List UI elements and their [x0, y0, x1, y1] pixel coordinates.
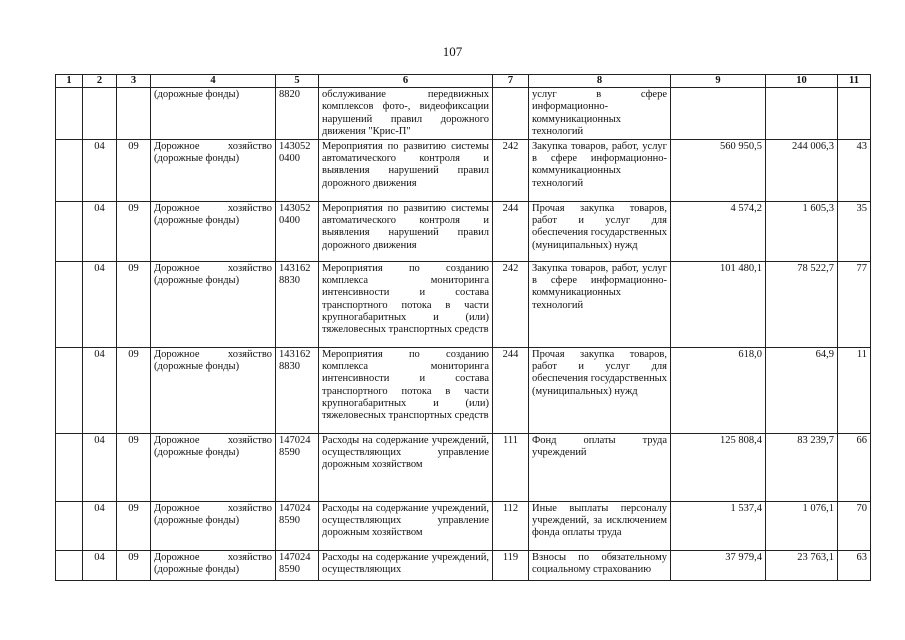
cell-subsection: 09 — [117, 551, 151, 581]
cell-target-name: обслуживание передвижных комплексов фото-, видеофиксации нарушений правил дорожного движения "Крис-П" — [319, 88, 493, 140]
cell-target-code: 143052 0400 — [276, 202, 319, 262]
cell-planned: 125 808,4 — [671, 434, 766, 502]
column-header: 7 — [493, 75, 529, 88]
cell-col1 — [56, 348, 83, 434]
table-row — [56, 262, 871, 348]
table-row — [56, 88, 871, 140]
cell-planned: 560 950,5 — [671, 140, 766, 202]
column-header: 10 — [766, 75, 838, 88]
cell-section: 04 — [83, 140, 117, 202]
column-header: 11 — [838, 75, 871, 88]
cell-executed: 83 239,7 — [766, 434, 838, 502]
cell-percent: 77 — [838, 262, 871, 348]
cell-col1 — [56, 262, 83, 348]
cell-target-name: Расходы на содержание учреждений, осуществляющих — [319, 551, 493, 581]
cell-expense-type: 242 — [493, 140, 529, 202]
cell-subsection: 09 — [117, 140, 151, 202]
table-row — [56, 140, 871, 202]
cell-expense-name: Иные выплаты персоналу учреждений, за исключением фонда оплаты труда — [529, 502, 671, 551]
cell-executed: 78 522,7 — [766, 262, 838, 348]
cell-target-code: 8820 — [276, 88, 319, 140]
cell-executed: 64,9 — [766, 348, 838, 434]
cell-percent: 63 — [838, 551, 871, 581]
cell-target-code: 143162 8830 — [276, 348, 319, 434]
cell-col1 — [56, 434, 83, 502]
cell-section-name: Дорожное хозяйство (дорожные фонды) — [151, 262, 276, 348]
cell-percent: 43 — [838, 140, 871, 202]
column-header: 9 — [671, 75, 766, 88]
table-row — [56, 202, 871, 262]
cell-section: 04 — [83, 551, 117, 581]
cell-section — [83, 88, 117, 140]
cell-target-name: Расходы на содержание учреждений, осуществляющих управление дорожным хозяйством — [319, 434, 493, 502]
cell-target-code: 147024 8590 — [276, 551, 319, 581]
cell-percent: 70 — [838, 502, 871, 551]
table-row — [56, 502, 871, 551]
cell-target-name: Мероприятия по развитию системы автоматического контроля и выявления нарушений правил дорожного движения — [319, 140, 493, 202]
column-header: 3 — [117, 75, 151, 88]
cell-section-name: (дорожные фонды) — [151, 88, 276, 140]
cell-percent: 35 — [838, 202, 871, 262]
budget-table — [55, 74, 871, 581]
cell-planned: 37 979,4 — [671, 551, 766, 581]
table-row — [56, 551, 871, 581]
cell-section: 04 — [83, 348, 117, 434]
column-header: 5 — [276, 75, 319, 88]
cell-section: 04 — [83, 434, 117, 502]
cell-target-name: Мероприятия по созданию комплекса мониторинга интенсивности и состава транспортного потока в части крупногабаритных и (или) тяжеловесных транспортных средств — [319, 348, 493, 434]
column-header: 1 — [56, 75, 83, 88]
cell-section-name: Дорожное хозяйство (дорожные фонды) — [151, 551, 276, 581]
cell-subsection: 09 — [117, 348, 151, 434]
cell-expense-name: Закупка товаров, работ, услуг в сфере информационно-коммуникационных технологий — [529, 140, 671, 202]
cell-col1 — [56, 502, 83, 551]
cell-section: 04 — [83, 202, 117, 262]
cell-section-name: Дорожное хозяйство (дорожные фонды) — [151, 140, 276, 202]
column-header: 2 — [83, 75, 117, 88]
cell-subsection: 09 — [117, 262, 151, 348]
cell-target-code: 143162 8830 — [276, 262, 319, 348]
cell-col1 — [56, 88, 83, 140]
cell-executed: 23 763,1 — [766, 551, 838, 581]
cell-expense-name: Прочая закупка товаров, работ и услуг для обеспечения государственных (муниципальных) нужд — [529, 348, 671, 434]
column-header: 4 — [151, 75, 276, 88]
cell-executed: 1 605,3 — [766, 202, 838, 262]
cell-section: 04 — [83, 262, 117, 348]
cell-planned: 101 480,1 — [671, 262, 766, 348]
cell-expense-name: услуг в сфере информационно-коммуникационных технологий — [529, 88, 671, 140]
cell-executed: 1 076,1 — [766, 502, 838, 551]
cell-section-name: Дорожное хозяйство (дорожные фонды) — [151, 434, 276, 502]
table-row — [56, 348, 871, 434]
cell-expense-type: 242 — [493, 262, 529, 348]
cell-target-name: Расходы на содержание учреждений, осуществляющих управление дорожным хозяйством — [319, 502, 493, 551]
cell-section: 04 — [83, 502, 117, 551]
cell-percent: 11 — [838, 348, 871, 434]
cell-expense-type: 112 — [493, 502, 529, 551]
cell-percent — [838, 88, 871, 140]
cell-planned: 1 537,4 — [671, 502, 766, 551]
cell-expense-name: Фонд оплаты труда учреждений — [529, 434, 671, 502]
cell-target-code: 147024 8590 — [276, 434, 319, 502]
header-row — [56, 75, 871, 88]
cell-planned — [671, 88, 766, 140]
column-header: 6 — [319, 75, 493, 88]
cell-expense-name: Взносы по обязательному социальному страхованию — [529, 551, 671, 581]
cell-target-name: Мероприятия по созданию комплекса мониторинга интенсивности и состава транспортного потока в части крупногабаритных и (или) тяжеловесных транспортных средств — [319, 262, 493, 348]
cell-expense-name: Прочая закупка товаров, работ и услуг для обеспечения государственных (муниципальных) нужд — [529, 202, 671, 262]
cell-col1 — [56, 202, 83, 262]
cell-subsection: 09 — [117, 202, 151, 262]
cell-subsection: 09 — [117, 502, 151, 551]
cell-section-name: Дорожное хозяйство (дорожные фонды) — [151, 348, 276, 434]
cell-percent: 66 — [838, 434, 871, 502]
cell-subsection — [117, 88, 151, 140]
cell-section-name: Дорожное хозяйство (дорожные фонды) — [151, 202, 276, 262]
cell-planned: 618,0 — [671, 348, 766, 434]
cell-section-name: Дорожное хозяйство (дорожные фонды) — [151, 502, 276, 551]
cell-target-name: Мероприятия по развитию системы автоматического контроля и выявления нарушений правил дорожного движения — [319, 202, 493, 262]
cell-expense-name: Закупка товаров, работ, услуг в сфере информационно-коммуникационных технологий — [529, 262, 671, 348]
cell-expense-type — [493, 88, 529, 140]
cell-col1 — [56, 140, 83, 202]
column-header: 8 — [529, 75, 671, 88]
cell-executed — [766, 88, 838, 140]
page-number: 107 — [442, 44, 463, 59]
table-row — [56, 434, 871, 502]
cell-col1 — [56, 551, 83, 581]
cell-subsection: 09 — [117, 434, 151, 502]
cell-target-code: 147024 8590 — [276, 502, 319, 551]
cell-target-code: 143052 0400 — [276, 140, 319, 202]
cell-expense-type: 119 — [493, 551, 529, 581]
cell-planned: 4 574,2 — [671, 202, 766, 262]
cell-expense-type: 244 — [493, 348, 529, 434]
cell-expense-type: 111 — [493, 434, 529, 502]
cell-expense-type: 244 — [493, 202, 529, 262]
cell-executed: 244 006,3 — [766, 140, 838, 202]
